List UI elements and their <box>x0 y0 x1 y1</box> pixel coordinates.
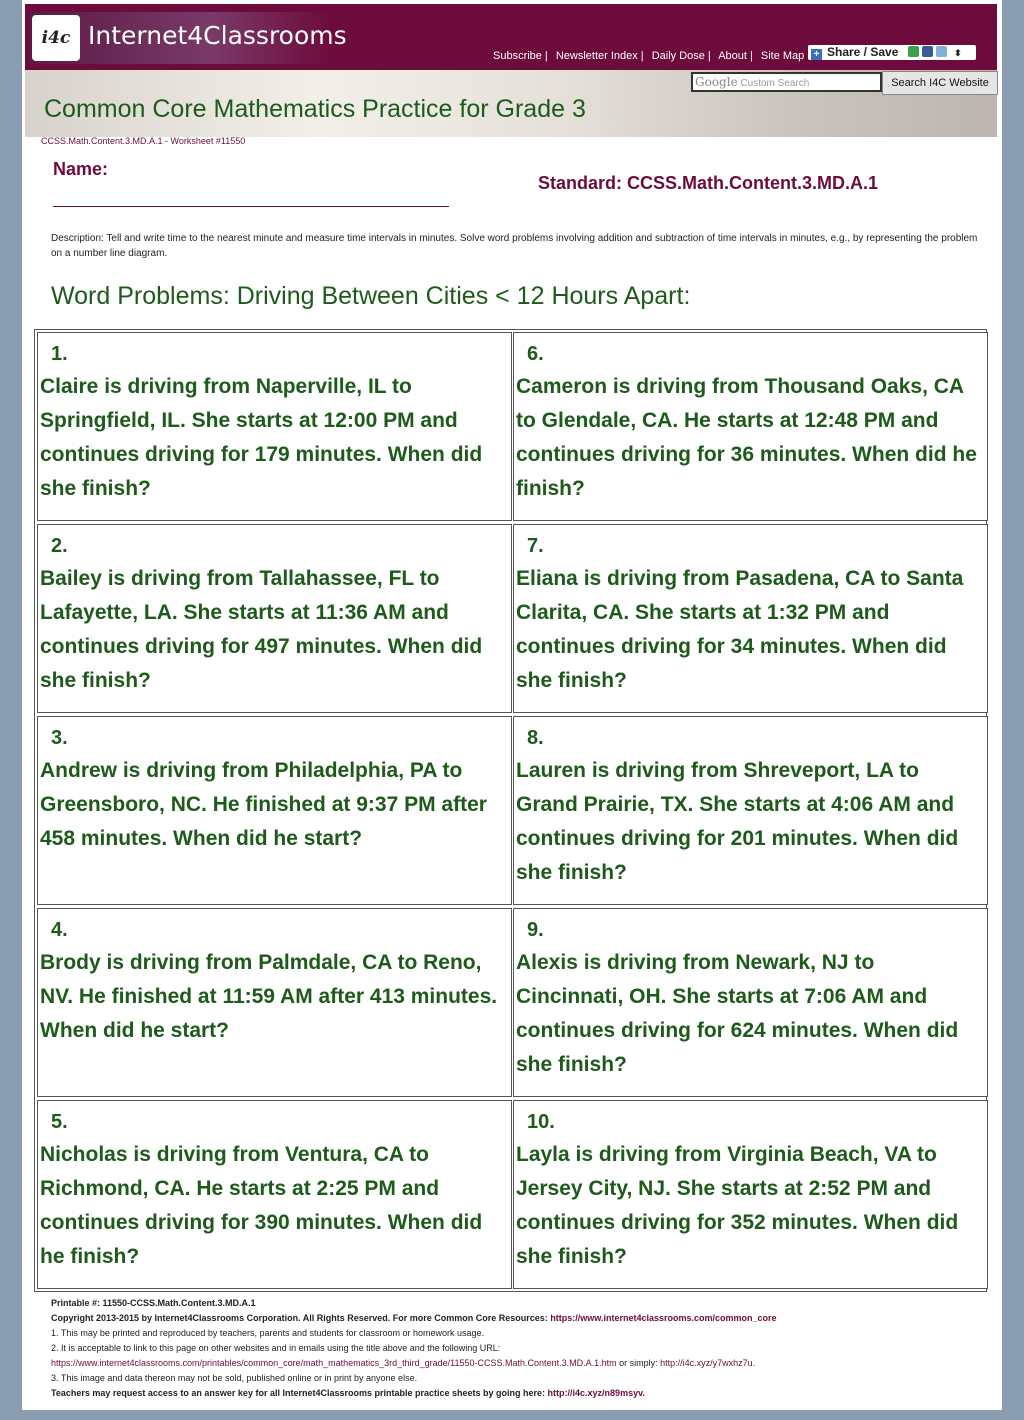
nav-daily-dose[interactable]: Daily Dose <box>651 50 705 62</box>
problem-cell <box>37 524 512 713</box>
usage-note-2: 2. It is acceptable to link to this page on other websites and in emails using the title above and the following URL: <box>51 1343 501 1353</box>
problem-text: Andrew is driving from Philadelphia, PA to Greensboro, NC. He finished at 9:37 PM after 458 minutes. When did he start? <box>40 759 487 850</box>
problem-number: 10. <box>527 1111 555 1133</box>
problem-cell <box>37 908 512 1097</box>
usage-note-1: 1. This may be printed and reproduced by teachers, parents and students for classroom or homework usage. <box>51 1328 485 1338</box>
problem-cell <box>513 524 988 713</box>
problem-cell <box>513 908 988 1097</box>
usage-note-3: 3. This image and data thereon may not be sold, published online or in print by anyone else. <box>51 1373 418 1383</box>
problem-text: Claire is driving from Naperville, IL to Springfield, IL. She starts at 12:00 PM and continues driving for 179 minutes. When did she finish? <box>40 375 483 500</box>
share-save-button[interactable] <box>808 45 976 60</box>
logo-text: Internet4Classrooms <box>88 21 347 50</box>
problem-cell <box>37 332 512 521</box>
problem-text: Bailey is driving from Tallahassee, FL to Lafayette, LA. She starts at 11:36 AM and continues driving for 497 minutes. When did she finish? <box>40 567 483 692</box>
problem-text: Alexis is driving from Newark, NJ to Cincinnati, OH. She starts at 7:06 AM and continues driving for 624 minutes. When did she finish? <box>516 951 959 1076</box>
long-url-link[interactable]: https://www.internet4classrooms.com/printables/common_core/math_mathematics_3rd_third_grade/11550-CCSS.Math.Content.3.MD.A.1.htm <box>51 1358 617 1368</box>
problem-number: 9. <box>527 919 544 941</box>
problem-number: 4. <box>51 919 68 941</box>
site-logo[interactable] <box>29 12 347 64</box>
problem-number: 6. <box>527 343 544 365</box>
banner <box>25 70 997 137</box>
section-title: Word Problems: Driving Between Cities < 12 Hours Apart: <box>51 282 691 310</box>
updown-arrows-icon: ⬍ <box>954 48 962 58</box>
top-bar <box>25 4 997 70</box>
page-title: Common Core Mathematics Practice for Grade 3 <box>44 95 586 123</box>
page <box>22 0 1002 1410</box>
plus-icon: + <box>811 49 822 60</box>
answer-key-line: Teachers may request access to an answer key for all Internet4Classrooms printable practice sheets by going here: http://i4c.xyz/n89msyv. <box>51 1388 645 1398</box>
google-brand: Google <box>695 75 738 89</box>
problem-text: Lauren is driving from Shreveport, LA to Grand Prairie, TX. She starts at 4:06 AM and continues driving for 201 minutes. When did she finish? <box>516 759 959 884</box>
name-label: Name: <box>53 159 109 179</box>
problem-cell <box>37 716 512 905</box>
url-line: https://www.internet4classrooms.com/printables/common_core/math_mathematics_3rd_third_grade/11550-CCSS.Math.Content.3.MD.A.1.htm or simply: http://i4c.xyz/y7wxhz7u. <box>51 1358 756 1368</box>
search-placeholder: Custom Search <box>740 78 810 89</box>
problem-cell <box>513 716 988 905</box>
problem-text: Layla is driving from Virginia Beach, VA to Jersey City, NJ. She starts at 2:52 PM and continues driving for 352 minutes. When did she finish? <box>516 1143 959 1268</box>
search-button[interactable]: Search I4C Website <box>882 71 998 95</box>
copyright-line: Copyright 2013-2015 by Internet4Classrooms Corporation. All Rights Reserved. For more Common Core Resources: https://www.internet4classrooms.com/common_core <box>51 1313 777 1323</box>
nav-site-map[interactable]: Site Map <box>760 50 805 62</box>
twitter-icon <box>936 46 947 57</box>
nav-newsletter-index[interactable]: Newsletter Index <box>555 50 638 62</box>
problem-cell <box>37 1100 512 1289</box>
name-line <box>53 206 449 207</box>
problem-cell <box>513 1100 988 1289</box>
problem-number: 5. <box>51 1111 68 1133</box>
problem-number: 2. <box>51 535 68 557</box>
nav-about[interactable]: About <box>718 50 747 62</box>
problem-text: Cameron is driving from Thousand Oaks, CA to Glendale, CA. He starts at 12:48 PM and continues driving for 36 minutes. When did he finish? <box>516 375 977 500</box>
problem-number: 8. <box>527 727 544 749</box>
email-share-icon <box>908 46 919 57</box>
problem-text: Nicholas is driving from Ventura, CA to Richmond, CA. He starts at 2:25 PM and continues driving for 390 minutes. When did he finish? <box>40 1143 483 1268</box>
logo-badge: i4c <box>32 15 80 61</box>
footer <box>51 1296 991 1401</box>
description: Description: Tell and write time to the nearest minute and measure time intervals in minutes. Solve word problems involving addition and subtraction of time intervals in minutes, e.g., by representing the problem on a number line diagram. <box>51 233 978 259</box>
short-url-link[interactable]: http://i4c.xyz/y7wxhz7u <box>660 1358 753 1368</box>
problem-text: Brody is driving from Palmdale, CA to Reno, NV. He finished at 11:59 AM after 413 minutes. When did he start? <box>40 951 498 1042</box>
common-core-link[interactable]: https://www.internet4classrooms.com/common_core <box>550 1313 777 1323</box>
problem-number: 1. <box>51 343 68 365</box>
printable-number: Printable #: 11550-CCSS.Math.Content.3.MD.A.1 <box>51 1298 256 1308</box>
problem-number: 7. <box>527 535 544 557</box>
search-input[interactable] <box>691 72 882 92</box>
top-nav: Subscribe | Newsletter Index | Daily Dose | About | Site Map <box>493 50 805 62</box>
standard-label: Standard: CCSS.Math.Content.3.MD.A.1 <box>538 173 879 193</box>
answer-key-link[interactable]: http://i4c.xyz/n89msyv <box>547 1388 643 1398</box>
worksheet-ref: CCSS.Math.Content.3.MD.A.1 - Worksheet #11550 <box>41 136 246 146</box>
problem-grid <box>34 329 987 1292</box>
nav-subscribe[interactable]: Subscribe <box>493 50 542 62</box>
problem-text: Eliana is driving from Pasadena, CA to Santa Clarita, CA. She starts at 1:32 PM and continues driving for 34 minutes. When did she finish? <box>516 567 964 692</box>
problem-cell <box>513 332 988 521</box>
problem-number: 3. <box>51 727 68 749</box>
facebook-icon <box>922 46 933 57</box>
share-label: Share / Save <box>827 45 899 59</box>
